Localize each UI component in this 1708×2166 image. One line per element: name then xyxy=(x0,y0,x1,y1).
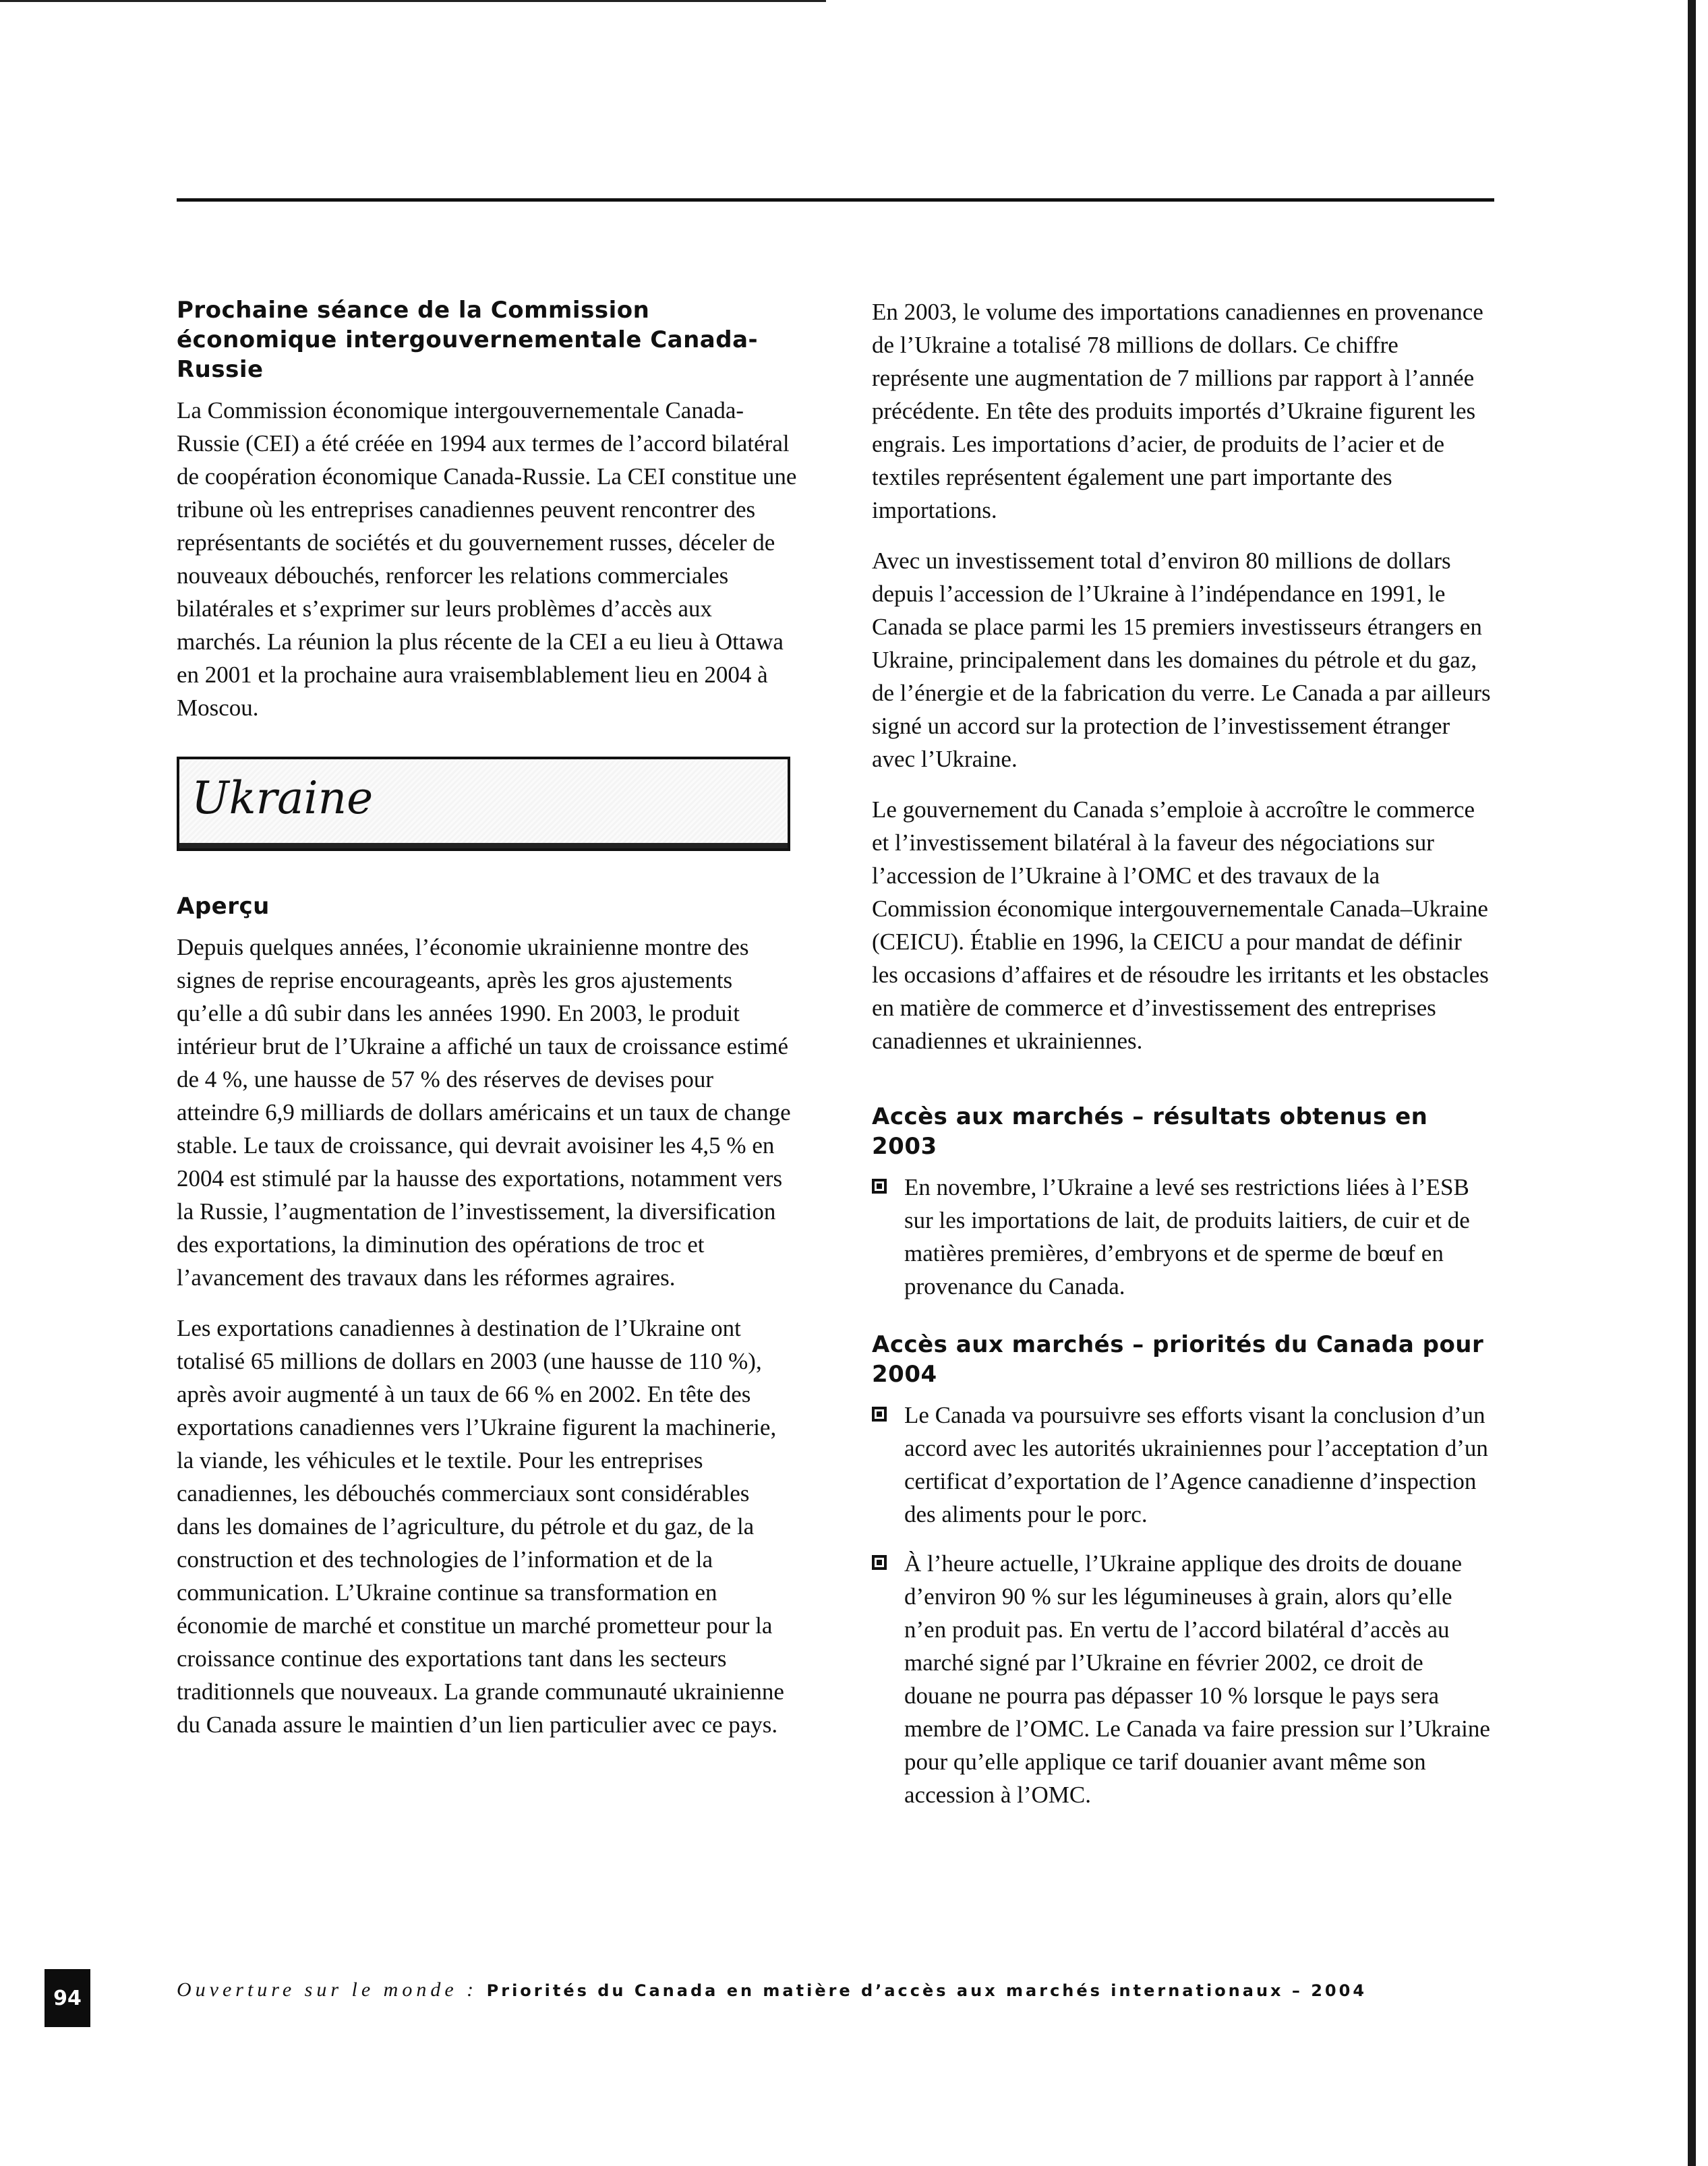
priorities-list xyxy=(872,1399,1492,1811)
country-title: Ukraine xyxy=(192,772,374,824)
scan-edge xyxy=(1688,0,1696,2166)
paragraph-cei: La Commission économique intergouvernementale Canada-Russie (CEI) a été créée en 1994 aux termes de l’accord bilatéral de coopération économique Canada-Russie. La CEI constitue une tribune où les entreprises canadiennes peuvent rencontrer des représentants de sociétés et du gouvernement russes, déceler de nouveaux débouchés, renforcer les relations commerciales bilatérales et s’exprimer sur leurs problèmes d’accès aux marchés. La réunion la plus récente de la CEI a eu lieu à Ottawa en 2001 et la prochaine aura vraisemblablement lieu en 2004 à Moscou. xyxy=(177,397,797,721)
left-column xyxy=(177,295,797,1759)
square-bullet-icon xyxy=(872,1555,887,1570)
top-border-line xyxy=(0,0,826,2)
list-item-text: Le Canada va poursuivre ses efforts visant la conclusion d’un accord avec les autorités ukrainiennes pour l’acceptation d’un certificat d’exportation de l’Agence canadienne d’inspection des aliments pour le porc. xyxy=(904,1402,1488,1527)
country-banner xyxy=(177,757,790,851)
list-item xyxy=(872,1399,1492,1531)
footer-title-rest: Priorités du Canada en matière d’accès aux marchés internationaux – 2004 xyxy=(486,1981,1367,2000)
list-item xyxy=(872,1547,1492,1811)
right-column xyxy=(872,295,1492,1838)
running-footer xyxy=(177,1979,1498,2001)
list-item xyxy=(872,1171,1492,1303)
list-item-text: En novembre, l’Ukraine a levé ses restrictions liées à l’ESB sur les importations de lait, de produits laitiers, de cuir et de matières premières, d’embryons et de sperme de bœuf en provenance du Canada. xyxy=(904,1174,1470,1299)
section-heading-results-2003: Accès aux marchés – résultats obtenus en 2003 xyxy=(872,1103,1428,1160)
square-bullet-icon xyxy=(872,1407,887,1422)
section-heading-priorities-2004: Accès aux marchés – priorités du Canada pour 2004 xyxy=(872,1331,1484,1388)
footer-title-italic: Ouverture sur le monde : xyxy=(177,1979,478,2001)
results-list xyxy=(872,1171,1492,1303)
paragraph-exports: Les exportations canadiennes à destination de l’Ukraine ont totalisé 65 millions de dollars en 2003 (une hausse de 110 %), après avoir augmenté à un taux de 66 % en 2002. En tête des exportations canadiennes vers l’Ukraine figurent la machinerie, la viande, les véhicules et le textile. Pour les entreprises canadiennes, les débouchés commerciaux sont considérables dans les domaines de l’agriculture, du pétrole et du gaz, de la construction et des technologies de l’information et de la communication. L’Ukraine continue sa transformation en économie de marché et constitue un marché prometteur pour la croissance continue des exportations tant dans les secteurs traditionnels que nouveaux. La grande communauté ukrainienne du Canada assure le maintien d’un lien particulier avec ce pays. xyxy=(177,1315,784,1738)
header-rule xyxy=(177,198,1494,202)
square-bullet-icon xyxy=(872,1179,887,1194)
page-number: 94 xyxy=(45,1969,90,2027)
section-heading-apercu: Aperçu xyxy=(177,893,270,920)
paragraph-imports: En 2003, le volume des importations canadiennes en provenance de l’Ukraine a totalisé 78 millions de dollars. Ce chiffre représente une augmentation de 7 millions par rapport à l’année précédente. En tête des produits importés d’Ukraine figurent les engrais. Les importations d’acier, de produits de l’acier et de textiles représentent également une part importante des importations. xyxy=(872,299,1483,523)
paragraph-government: Le gouvernement du Canada s’emploie à accroître le commerce et l’investissement bilatéral à la faveur des négociations sur l’accession de l’Ukraine à l’OMC et des travaux de la Commission économique intergouvernementale Canada–Ukraine (CEICU). Établie en 1996, la CEICU a pour mandat de définir les occasions d’affaires et de résoudre les irritants et les obstacles en matière de commerce et d’investissement des entreprises canadiennes et ukrainiennes. xyxy=(872,796,1489,1054)
paragraph-overview: Depuis quelques années, l’économie ukrainienne montre des signes de reprise encourageants, après les gros ajustements qu’elle a dû subir dans les années 1990. En 2003, le produit intérieur brut de l’Ukraine a affiché un taux de croissance estimé de 4 %, une hausse de 57 % des réserves de devises pour atteindre 6,9 milliards de dollars américains et un taux de change stable. Le taux de croissance, qui devrait avoisiner les 4,5 % en 2004 est stimulé par la hausse des exportations, notamment vers la Russie, l’augmentation de l’investissement, la diversification des exportations, la diminution des opérations de troc et l’avancement des travaux dans les réformes agraires. xyxy=(177,934,791,1291)
paragraph-investment: Avec un investissement total d’environ 80 millions de dollars depuis l’accession de l’Ukraine à l’indépendance en 1991, le Canada se place parmi les 15 premiers investisseurs étrangers en Ukraine, principalement dans les domaines du pétrole et du gaz, de l’énergie et de la fabrication du verre. Le Canada a par ailleurs signé un accord sur la protection de l’investissement étranger avec l’Ukraine. xyxy=(872,548,1491,772)
list-item-text: À l’heure actuelle, l’Ukraine applique des droits de douane d’environ 90 % sur les légumineuses à grain, alors qu’elle n’en produit pas. En vertu de l’accord bilatéral d’accès au marché signé par l’Ukraine en février 2002, ce droit de douane ne pourra pas dépasser 10 % lorsque le pays sera membre de l’OMC. Le Canada va faire pression sur l’Ukraine pour qu’elle applique ce tarif douanier avant même son accession à l’OMC. xyxy=(904,1550,1490,1808)
section-heading-cei: Prochaine séance de la Commission économique intergouvernementale Canada-Russie xyxy=(177,297,759,383)
